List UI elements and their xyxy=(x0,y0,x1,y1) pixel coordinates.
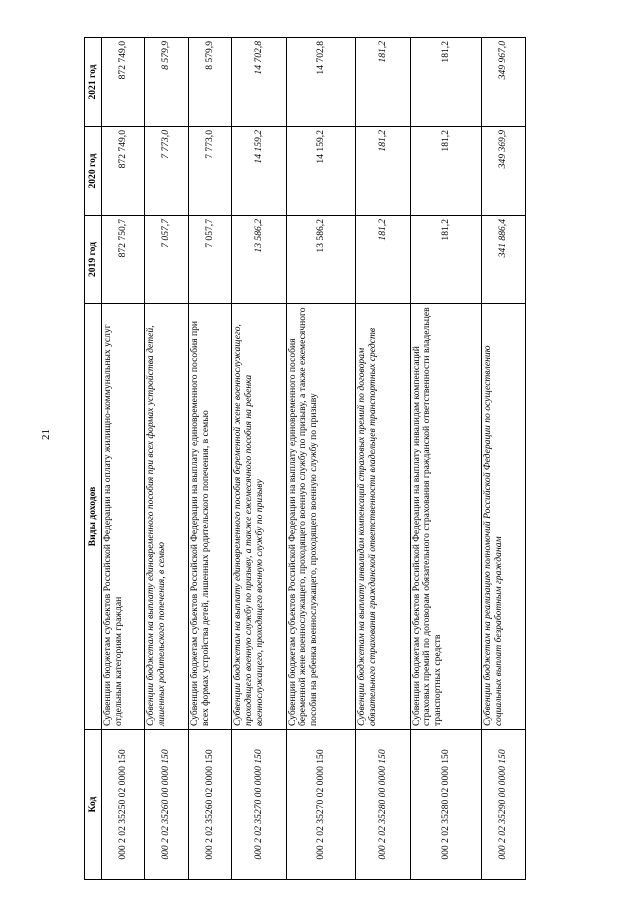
row-value-2019: 13 586,2 xyxy=(232,216,286,304)
table-row xyxy=(286,38,356,880)
table-row xyxy=(482,38,526,880)
row-value-2020: 14 159,2 xyxy=(232,127,286,216)
header-2019: 2019 год xyxy=(85,216,102,304)
row-value-2019: 7 057,7 xyxy=(145,216,188,304)
page-number: 21 xyxy=(40,429,52,440)
row-value-2020: 349 369,9 xyxy=(482,127,526,216)
row-value-2019: 181,2 xyxy=(410,216,482,304)
row-value-2021: 181,2 xyxy=(410,38,482,127)
row-value-2021: 349 967,0 xyxy=(482,38,526,127)
header-code: Код xyxy=(85,730,102,880)
table-row xyxy=(410,38,482,880)
table-row xyxy=(188,38,231,880)
row-value-2020: 181,2 xyxy=(410,127,482,216)
table-header-row xyxy=(85,38,102,880)
row-value-2019: 872 750,7 xyxy=(102,216,145,304)
header-2021: 2021 год xyxy=(85,38,102,127)
row-description: Субвенции бюджетам субъектов Российской Федерации на оплату жилищно-коммунальных услуг отдельным категориям граждан xyxy=(102,304,145,730)
header-2020: 2020 год xyxy=(85,127,102,216)
table-row xyxy=(232,38,286,880)
row-code: 000 2 02 35260 02 0000 150 xyxy=(188,730,231,880)
row-value-2020: 7 773,0 xyxy=(145,127,188,216)
row-value-2019: 341 886,4 xyxy=(482,216,526,304)
row-value-2021: 14 702,8 xyxy=(286,38,356,127)
row-description: Субвенции бюджетам на выплату инвалидам компенсаций страховых премий по договорам обязательного страхования гражданской ответственности владельцев транспортных средств xyxy=(356,304,410,730)
row-value-2020: 14 159,2 xyxy=(286,127,356,216)
rotated-table-wrapper xyxy=(84,38,526,880)
row-description: Субвенции бюджетам на реализацию полномочий Российской Федерации по осуществлению социальных выплат безработным гражданам xyxy=(482,304,526,730)
row-value-2019: 7 057,7 xyxy=(188,216,231,304)
row-value-2019: 13 586,2 xyxy=(286,216,356,304)
row-code: 000 2 02 35290 00 0000 150 xyxy=(482,730,526,880)
row-description: Субвенции бюджетам субъектов Российской Федерации на выплату единовременного пособия беременной жене военнослужащего, проходящего военную службу по призыву, а также ежемесячного пособия на ребенка военнослужащего, проходящего военную службу по призыву xyxy=(286,304,356,730)
revenue-table xyxy=(84,37,526,880)
row-description: Субвенции бюджетам субъектов Российской Федерации на выплату единовременного пособия при всех формах устройства детей, лишенных родительского попечения, в семью xyxy=(188,304,231,730)
header-revenue-type: Виды доходов xyxy=(85,304,102,730)
row-code: 000 2 02 35280 02 0000 150 xyxy=(410,730,482,880)
row-value-2020: 872 749,0 xyxy=(102,127,145,216)
row-value-2019: 181,2 xyxy=(356,216,410,304)
row-code: 000 2 02 35270 00 0000 150 xyxy=(232,730,286,880)
table-row xyxy=(145,38,188,880)
row-code: 000 2 02 35280 00 0000 150 xyxy=(356,730,410,880)
row-value-2021: 181,2 xyxy=(356,38,410,127)
row-code: 000 2 02 35270 02 0000 150 xyxy=(286,730,356,880)
row-description: Субвенции бюджетам на выплату единовременного пособия при всех формах устройства детей, лишенных родительского попечения, в семью xyxy=(145,304,188,730)
row-value-2021: 14 702,8 xyxy=(232,38,286,127)
table-row xyxy=(102,38,145,880)
row-description: Субвенции бюджетам на выплату единовременного пособия беременной жене военнослужащего, проходящего военную службу по призыву, а также ежемесячного пособия на ребенка военнослужащего, проходящего военную службу по призыву xyxy=(232,304,286,730)
row-code: 000 2 02 35250 02 0000 150 xyxy=(102,730,145,880)
row-value-2021: 8 579,9 xyxy=(188,38,231,127)
row-value-2020: 7 773,0 xyxy=(188,127,231,216)
table-row xyxy=(356,38,410,880)
row-code: 000 2 02 35260 00 0000 150 xyxy=(145,730,188,880)
row-value-2021: 8 579,9 xyxy=(145,38,188,127)
row-value-2021: 872 749,0 xyxy=(102,38,145,127)
row-description: Субвенции бюджетам субъектов Российской Федерации на выплату инвалидам компенсаций страховых премий по договорам обязательного страхования гражданской ответственности владельцев транспортных средств xyxy=(410,304,482,730)
row-value-2020: 181,2 xyxy=(356,127,410,216)
